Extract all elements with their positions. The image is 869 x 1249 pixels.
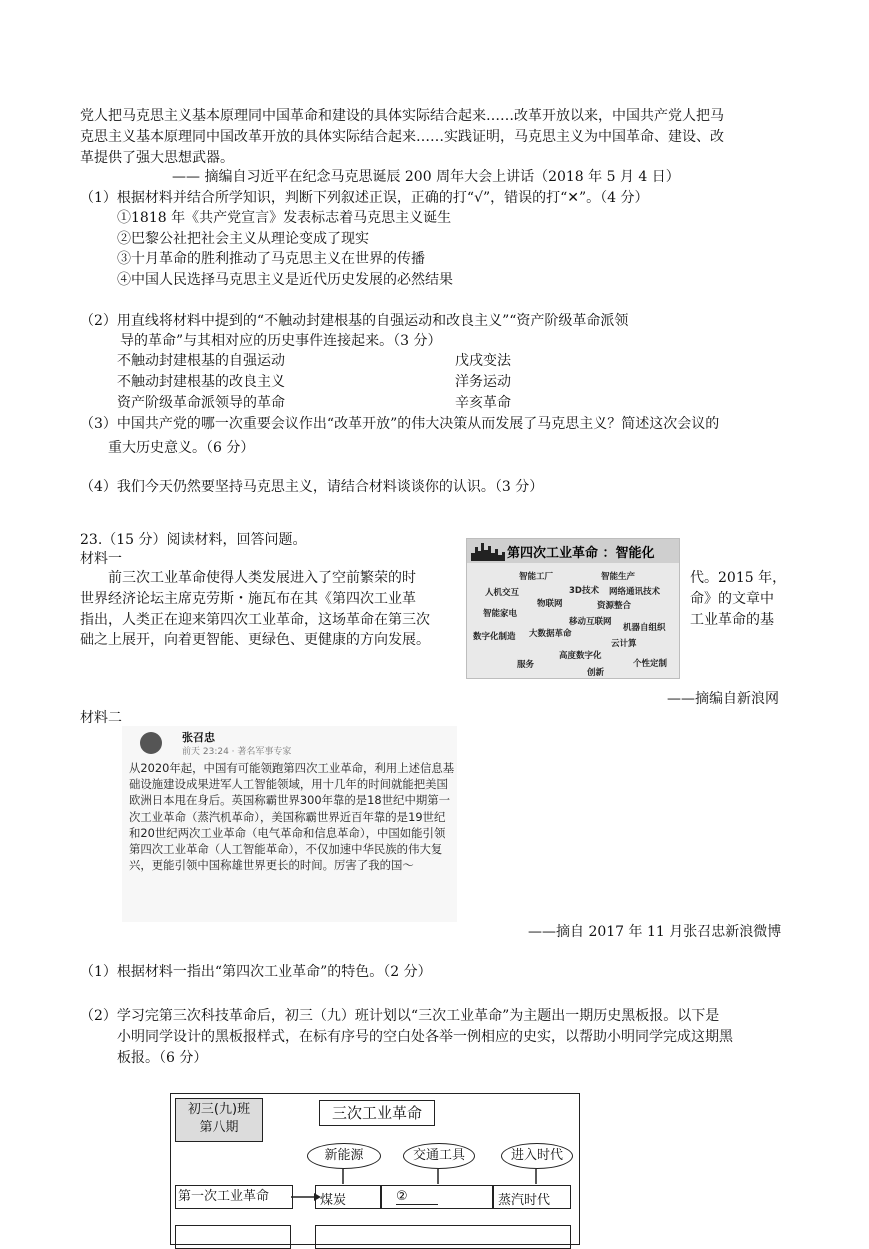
image-word: 服务 [517,660,535,670]
row2-label-box [175,1225,291,1249]
q2-right-1: 戊戌变法 [455,353,511,369]
m1-right-2: 命》的文章中 [690,591,774,607]
q2-title-line-1: （2）用直线将材料中提到的“不触动封建根基的自强运动和改良主义”“资产阶级革命派领 [80,313,629,329]
row1-cell-transport: ② [396,1189,438,1205]
image-word: 智能工厂 [519,572,554,582]
image-word: 个性定制 [633,659,668,669]
image-word: 大数据革命 [529,629,572,639]
q23-header: 23.（15 分）阅读材料，回答问题。 [80,532,307,548]
row1-cell-era: 蒸汽时代 [498,1193,551,1208]
weibo-post [122,726,457,922]
m2-source: ——摘自 2017 年 11 月张召忠新浪微博 [528,924,782,940]
intro-line-1: 党人把马克思主义基本原理同中国革命和建设的具体实际结合起来……改革开放以来，中国共产党人把马 [80,108,724,124]
header-new-energy: 新能源 [307,1143,381,1169]
q1-item-3: ③十月革命的胜利推动了马克思主义在世界的传播 [117,251,425,267]
image-word: 3D技术 [569,586,599,596]
header-transport: 交通工具 [403,1143,475,1169]
blackboard-diagram [170,1093,580,1245]
q23-sub2-line-3: 板报。（6 分） [117,1050,208,1066]
diagram-connectors [171,1094,579,1244]
image-word: 云计算 [611,639,637,649]
q2-left-3: 资产阶级革命派领导的革命 [117,395,285,411]
image-word: 数字化制造 [473,632,516,642]
m1-source: ——摘编自新浪网 [667,691,779,707]
q1-item-4: ④中国人民选择马克思主义是近代历史发展的必然结果 [117,272,453,288]
q3-line-1: （3）中国共产党的哪一次重要会议作出“改革开放”的伟大决策从而发展了马克思主义？简述这次会议的 [80,416,720,432]
image-word: 人机交互 [485,588,520,598]
m1-line-3: 指出，人类正在迎来第四次工业革命，这场革命在第三次 [80,612,430,628]
source-attribution: —— 摘编自习近平在纪念马克思诞辰 200 周年大会上讲话（2018 年 5 月 4 日） [172,169,680,185]
q1-item-1: ①1818 年《共产党宣言》发表标志着马克思主义诞生 [117,210,452,226]
cell-divider [380,1186,382,1208]
weibo-author: 张召忠 [182,731,215,744]
q23-sub2-line-2: 小明同学设计的黑板报样式，在标有序号的空白处各举一例相应的史实，以帮助小明同学完成这期黑 [117,1029,733,1045]
image-word: 移动互联网 [569,617,612,627]
m1-line-1: 前三次工业革命使得人类发展进入了空前繁荣的时 [108,570,416,586]
class-label-line-2: 第八期 [199,1120,239,1135]
m1-right-3: 工业革命的基 [690,612,774,628]
row2-cells [315,1225,571,1249]
header-era: 进入时代 [501,1143,573,1169]
image-word: 网络通讯技术 [609,587,661,597]
q2-left-2: 不触动封建根基的改良主义 [117,374,285,390]
q2-left-1: 不触动封建根基的自强运动 [117,353,285,369]
row1-cells [315,1185,571,1209]
weibo-meta: 前天 23:24 · 著名军事专家 [182,747,292,757]
q23-sub1: （1）根据材料一指出“第四次工业革命”的特色。（2 分） [80,964,432,980]
row1-label: 第一次工业革命 [175,1185,293,1209]
q23-sub2-line-1: （2）学习完第三次科技革命后，初三（九）班计划以“三次工业革命”为主题出一期历史黑板报。以下是 [80,1008,720,1024]
m1-right-1: 代。2015 年， [690,570,787,586]
q1-item-2: ②巴黎公社把社会主义从理论变成了现实 [117,231,369,247]
cell-divider [492,1186,494,1208]
image-word: 物联网 [537,599,563,609]
intro-line-3: 革提供了强大思想武器。 [80,150,234,166]
image-word: 资源整合 [597,601,632,611]
material1-label: 材料一 [80,551,122,567]
q2-right-2: 洋务运动 [455,374,511,390]
q3-line-2: 重大历史意义。（6 分） [108,440,255,456]
avatar [140,732,162,754]
q4-line: （4）我们今天仍然要坚持马克思主义，请结合材料谈谈你的认识。（3 分） [80,479,544,495]
image-word: 创新 [587,668,605,678]
m1-line-4: 础之上展开，向着更智能、更绿色、更健康的方向发展。 [80,632,430,648]
image-header-bar [467,539,679,563]
image-word: 智能生产 [601,572,636,582]
row1-cell-energy: 煤炭 [320,1193,347,1208]
q2-right-3: 辛亥革命 [455,395,511,411]
m1-line-2: 世界经济论坛主席克劳斯・施瓦布在其《第四次工业革 [80,591,416,607]
intro-line-2: 克思主义基本原理同中国改革开放的具体实际结合起来……实践证明，马克思主义为中国革命、建设、改 [80,129,724,145]
material2-label: 材料二 [80,710,122,726]
class-label-line-1: 初三(九)班 [187,1102,251,1117]
q1-title: （1）根据材料并结合所学知识，判断下列叙述正误，正确的打“√”，错误的打“✕”。（4 分） [80,190,649,206]
image-word: 高度数字化 [559,651,602,661]
industry-4-image [466,538,680,679]
image-word: 机器自组织 [623,623,666,633]
board-title: 三次工业革命 [319,1100,435,1126]
image-word: 智能家电 [483,609,518,619]
weibo-text: 从2020年起，中国有可能领跑第四次工业革命，利用上述信息基础设施建设成果进军人工智能领域，用十几年的时间就能把美国欧洲日本甩在身后。英国称霸世界300年靠的是18世纪中期第一次工业革命（蒸汽机革命），美国称霸世界近百年靠的是19世纪和20世纪两次工业革命（电气革命和信息革命），中国如能引领第四次工业革命（人工智能革命），不仅加速中华民族的伟大复兴，更能引领中国称雄世界更长的时间。厉害了我的国～ [129,761,455,873]
image-title: 第四次工业革命 ：智能化 [507,546,655,561]
city-silhouette-icon [471,541,505,561]
q2-title-line-2: 导的革命”与其相对应的历史事件连接起来。（3 分） [120,333,442,349]
